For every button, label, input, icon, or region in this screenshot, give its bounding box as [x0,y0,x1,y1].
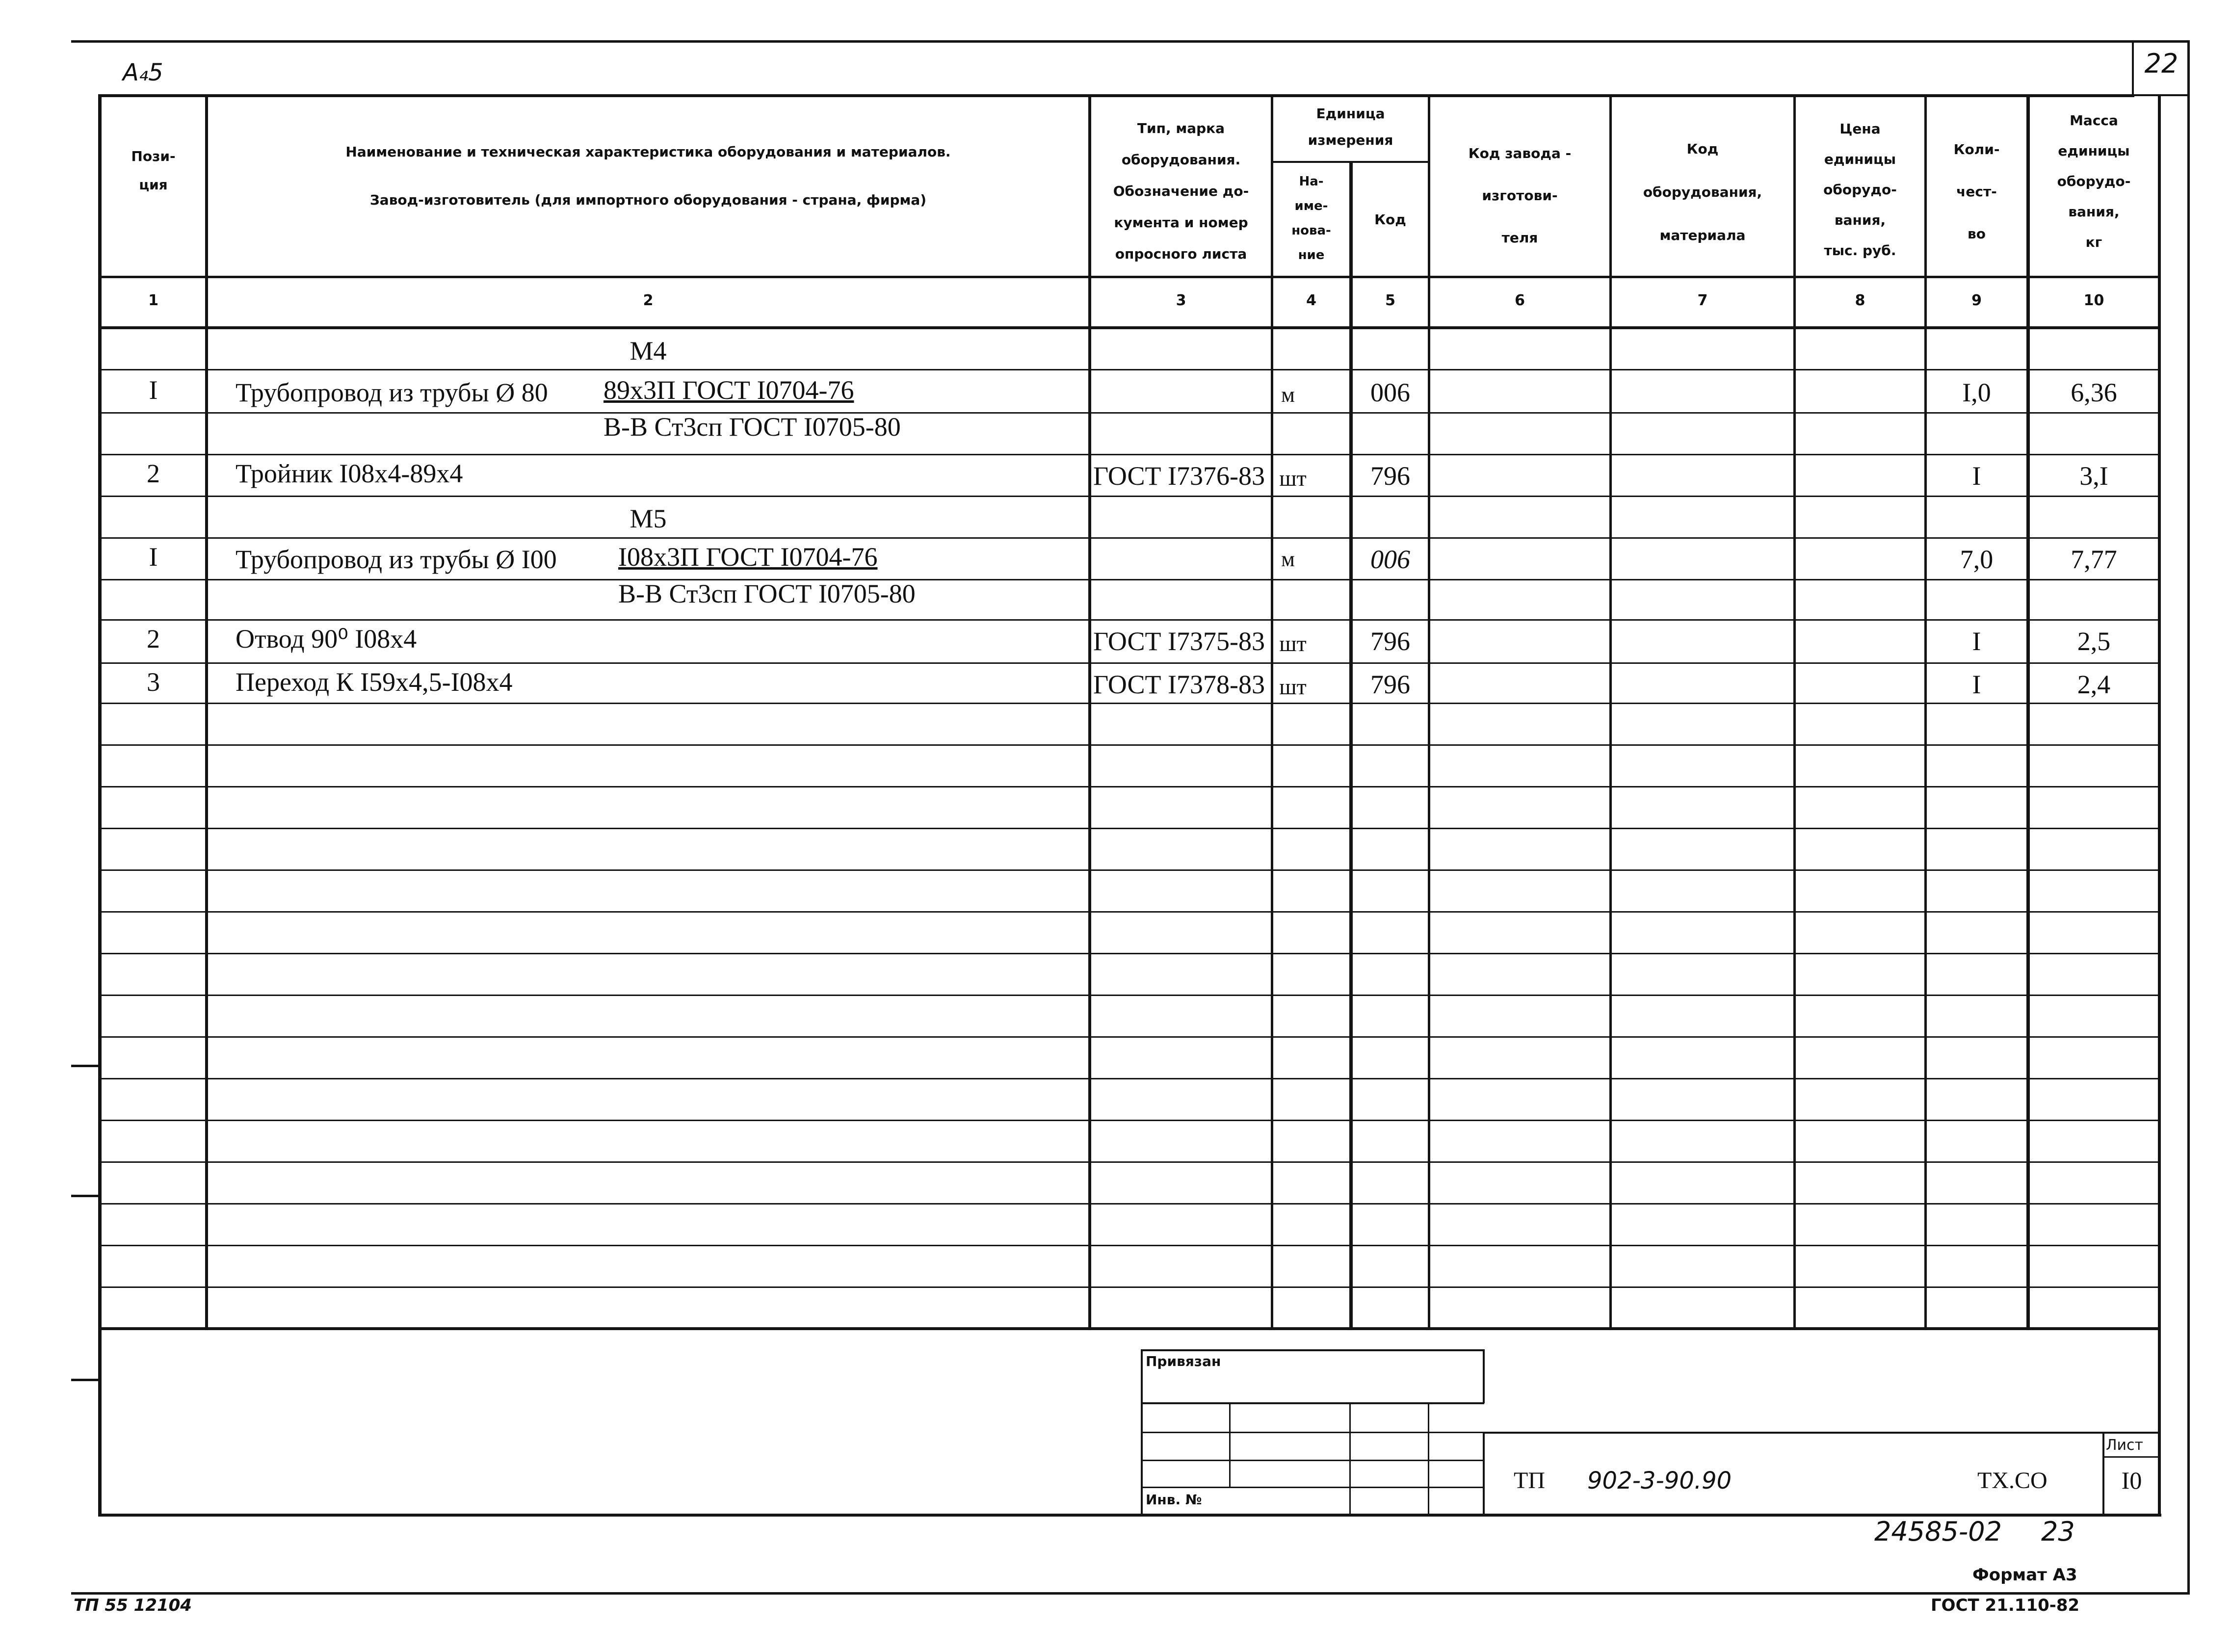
stamp-doc-code: ТП [1514,1468,1545,1494]
row3-type: ГОСТ I7376-83 [1093,461,1265,491]
row3-name: Тройник I08х4-89х4 [236,459,463,488]
format-label: Формат А3 [1972,1565,2077,1585]
inventory-number: 24585-02 [1874,1516,2002,1547]
header-col4: На- име- нова- ние [1291,174,1331,262]
row3-qty: I [1972,461,1981,491]
row5-qty: 7,0 [1960,545,1994,574]
header-bottom-line [98,276,2159,278]
row5-name: Трубопровод из трубы Ø I00 [236,545,557,574]
table-bottom-line [98,1514,2161,1517]
col-line-6 [1609,94,1612,1330]
unit-group-subline [1271,161,1430,163]
stamp-sheet-label: Лист [2106,1437,2144,1454]
row1-mass: 6,36 [2071,378,2117,407]
col-line-1 [205,94,208,1330]
row1-unit: м [1281,383,1295,407]
colnum-2: 2 [643,292,654,309]
col-line-7 [1793,94,1796,1330]
header-col1: Пози- ция [131,148,176,193]
frame-bottom-line [71,1592,2190,1595]
col-line-5 [1428,94,1430,1330]
row5-mass: 7,77 [2071,545,2117,574]
row7-qty: I [1972,627,1981,656]
row3-pos: 2 [147,459,160,488]
row8-code: 796 [1370,670,1410,699]
header-col2-line1: Наименование и техническая характеристика оборудования и материалов. [345,144,951,160]
row7-pos: 2 [147,624,160,654]
row8-qty: I [1972,670,1981,699]
row6-spec: В-В Ст3сп ГОСТ I0705-80 [618,579,916,608]
header-unit-group: Единица измерения [1308,105,1393,148]
page-box-left [2132,42,2134,96]
row1-pos: I [149,375,158,405]
row3-unit: шт [1279,466,1307,491]
colnum-4: 4 [1306,292,1316,309]
header-col10: Масса единицы оборудо- вания, кг [2057,112,2131,250]
table-right-lower-line [2158,1326,2161,1516]
row8-unit: шт [1279,674,1307,699]
colnum-bottom-line [98,326,2159,329]
gost-label: ГОСТ 21.110-82 [1931,1596,2080,1615]
frame-top-line [71,40,2190,43]
header-col5: Код [1374,211,1406,228]
header-col6: Код завода - изготови- теля [1468,145,1572,246]
colnum-10: 10 [2083,292,2104,309]
footer-left-code: ТП 55 12104 [74,1596,192,1615]
row5-pos: I [149,542,158,572]
section-title-m4: М4 [630,336,667,366]
page-number-top: 22 [2144,48,2179,79]
colnum-8: 8 [1855,292,1865,309]
col-line-3 [1271,94,1273,1330]
header-col2-line2: Завод-изготовитель (для импортного оборудования - страна, фирма) [369,192,927,208]
row3-code: 796 [1370,461,1410,491]
row7-type: ГОСТ I7375-83 [1093,627,1265,656]
row1-code: 006 [1370,378,1410,407]
stamp-doc-number: 902-3-90.90 [1587,1467,1732,1495]
table-right-line [2158,94,2161,1326]
row1-qty: I,0 [1962,378,1991,407]
col-line-2 [1088,94,1091,1330]
colnum-6: 6 [1515,292,1525,309]
row3-mass: 3,I [2079,461,2108,491]
margin-tick-3 [71,1379,101,1381]
row2-spec: В-В Ст3сп ГОСТ I0705-80 [604,412,901,442]
header-col8: Цена единицы оборудо- вания, тыс. руб. [1823,121,1897,259]
row8-mass: 2,4 [2077,670,2111,699]
row8-name: Переход К I59х4,5-I08х4 [236,667,513,697]
row1-spec: 89х3П ГОСТ I0704-76 [604,375,854,405]
col-line-9 [2026,94,2030,1330]
colnum-3: 3 [1176,292,1186,309]
col-line-8 [1924,94,1927,1330]
stamp-bound-label: Привязан [1146,1353,1221,1369]
colnum-7: 7 [1697,292,1708,309]
row1-name: Трубопровод из трубы Ø 80 [236,378,548,407]
stamp-inv-label: Инв. № [1146,1492,1202,1508]
colnum-5: 5 [1385,292,1395,309]
margin-tick-1 [71,1065,101,1067]
col-line-4 [1349,162,1353,1330]
header-col3: Тип, марка оборудования. Обозначение до- кумента и номер опросного листа [1113,120,1249,262]
row7-code: 796 [1370,627,1410,656]
stamp-sheet-number: I0 [2121,1467,2142,1494]
row5-unit: м [1281,547,1295,571]
header-col7: Код оборудования, материала [1643,141,1762,243]
row8-pos: 3 [147,667,160,697]
row5-spec: I08х3П ГОСТ I0704-76 [618,542,878,572]
header-col9: Коли- чест- во [1953,141,2000,242]
row8-type: ГОСТ I7378-83 [1093,670,1265,699]
row7-mass: 2,5 [2077,627,2111,656]
frame-right-line [2187,40,2190,1595]
inventory-page: 23 [2041,1516,2075,1547]
table-top-line [98,94,2134,97]
stamp-doc-mark: ТХ.СО [1977,1468,2047,1494]
colnum-1: 1 [148,292,158,309]
section-title-m5: М5 [630,504,667,533]
row7-name: Отвод 90⁰ I08х4 [236,624,417,654]
corner-label: А₄5 [123,59,163,86]
margin-tick-2 [71,1195,101,1197]
row7-unit: шт [1279,631,1307,656]
row5-code: 006 [1370,545,1410,574]
colnum-9: 9 [1971,292,1982,309]
table-left-line [98,94,102,1515]
